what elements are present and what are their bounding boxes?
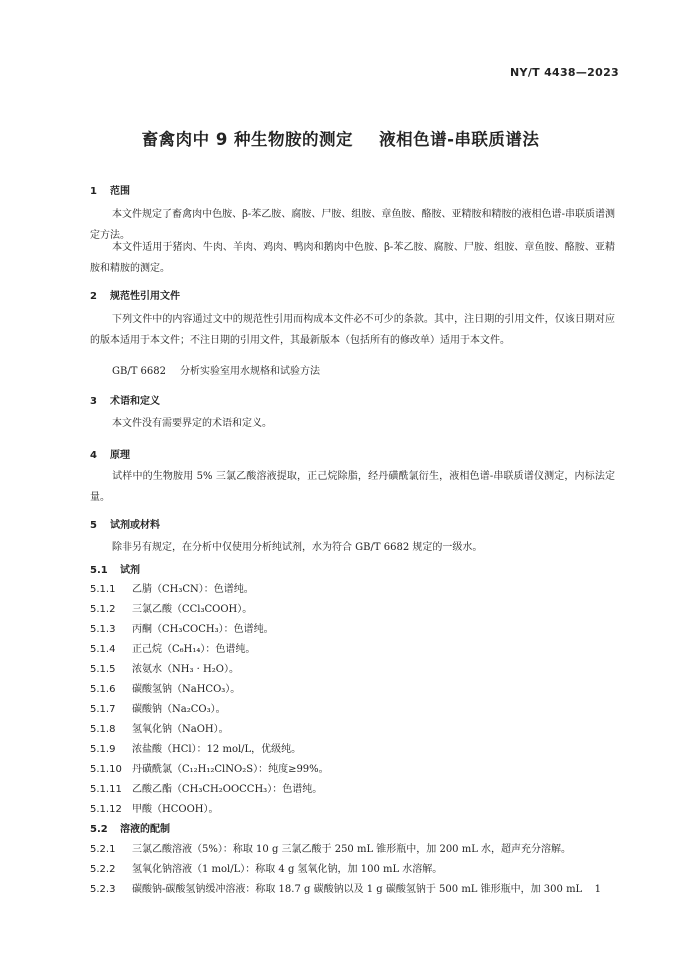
document-title <box>0 126 681 150</box>
title-part-1: 畜禽肉中 9 种生物胺的测定 <box>141 130 354 149</box>
reagent-item: 5.1.6 碳酸氢钠（NaHCO₃）。 <box>90 684 241 695</box>
reagent-item: 5.1.4 正己烷（C₆H₁₄）：色谱纯。 <box>90 644 256 655</box>
section-1-para-1: 本文件规定了畜禽肉中色胺、β-苯乙胺、腐胺、尸胺、组胺、章鱼胺、酪胺、亚精胺和精胺的液相色谱-串联质谱测定方法。 <box>90 209 615 241</box>
section-5-heading: 5 试剂或材料 <box>90 520 160 531</box>
reagent-item: 5.1.9 浓盐酸（HCl）：12 mol/L，优级纯。 <box>90 744 302 755</box>
section-3-para-1: 本文件没有需要界定的术语和定义。 <box>112 418 272 429</box>
reagent-item: 5.1.5 浓氨水（NH₃ · H₂O）。 <box>90 664 239 675</box>
solution-item: 5.2.1 三氯乙酸溶液（5%）：称取 10 g 三氯乙酸于 250 mL 锥形瓶中，加 200 mL 水，超声充分溶解。 <box>90 844 572 855</box>
section-3-heading: 3 术语和定义 <box>90 396 160 407</box>
reagent-item: 5.1.1 乙腈（CH₃CN）：色谱纯。 <box>90 584 254 595</box>
section-2-heading: 2 规范性引用文件 <box>90 291 180 302</box>
section-4-para-1: 试样中的生物胺用 5% 三氯乙酸溶液提取，正己烷除脂，经丹磺酰氯衍生，液相色谱-串联质谱仪测定，内标法定量。 <box>90 471 615 503</box>
normative-reference: GB/T 6682 分析实验室用水规格和试验方法 <box>112 366 321 377</box>
section-5-1-heading: 5.1 试剂 <box>90 565 140 576</box>
section-4-heading: 4 原理 <box>90 450 130 461</box>
reagent-item: 5.1.2 三氯乙酸（CCl₃COOH）。 <box>90 604 253 615</box>
reagent-item: 5.1.10 丹磺酰氯（C₁₂H₁₂ClNO₂S）：纯度≥99%。 <box>90 764 329 775</box>
page-number: 1 <box>594 884 601 895</box>
section-2-para-1: 下列文件中的内容通过文中的规范性引用而构成本文件必不可少的条款。其中，注日期的引用文件，仅该日期对应的版本适用于本文件；不注日期的引用文件，其最新版本（包括所有的修改单）适用于本文件。 <box>90 314 615 346</box>
reagent-item: 5.1.11 乙酸乙酯（CH₃CH₂OOCCH₃）：色谱纯。 <box>90 784 323 795</box>
standard-number: NY/T 4438—2023 <box>510 66 619 79</box>
section-5-2-heading: 5.2 溶液的配制 <box>90 824 170 835</box>
title-part-2: 液相色谱-串联质谱法 <box>379 130 540 149</box>
section-5-para-1: 除非另有规定，在分析中仅使用分析纯试剂，水为符合 GB/T 6682 规定的一级水。 <box>112 542 483 553</box>
reagent-item: 5.1.8 氢氧化钠（NaOH）。 <box>90 724 229 735</box>
section-1-para-2: 本文件适用于猪肉、牛肉、羊肉、鸡肉、鸭肉和鹅肉中色胺、β-苯乙胺、腐胺、尸胺、组胺、章鱼胺、酪胺、亚精胺和精胺的测定。 <box>90 242 615 274</box>
reagent-item: 5.1.12 甲酸（HCOOH）。 <box>90 804 219 815</box>
reagent-item: 5.1.3 丙酮（CH₃COCH₃）：色谱纯。 <box>90 624 274 635</box>
solution-item: 5.2.3 碳酸钠-碳酸氢钠缓冲溶液：称取 18.7 g 碳酸钠以及 1 g 碳酸氢钠于 500 mL 锥形瓶中，加 300 mL <box>90 884 583 895</box>
reagent-item: 5.1.7 碳酸钠（Na₂CO₃）。 <box>90 704 226 715</box>
section-1-heading: 1 范围 <box>90 186 130 197</box>
solution-item: 5.2.2 氢氧化钠溶液（1 mol/L）：称取 4 g 氢氧化钠，加 100 mL 水溶解。 <box>90 864 443 875</box>
